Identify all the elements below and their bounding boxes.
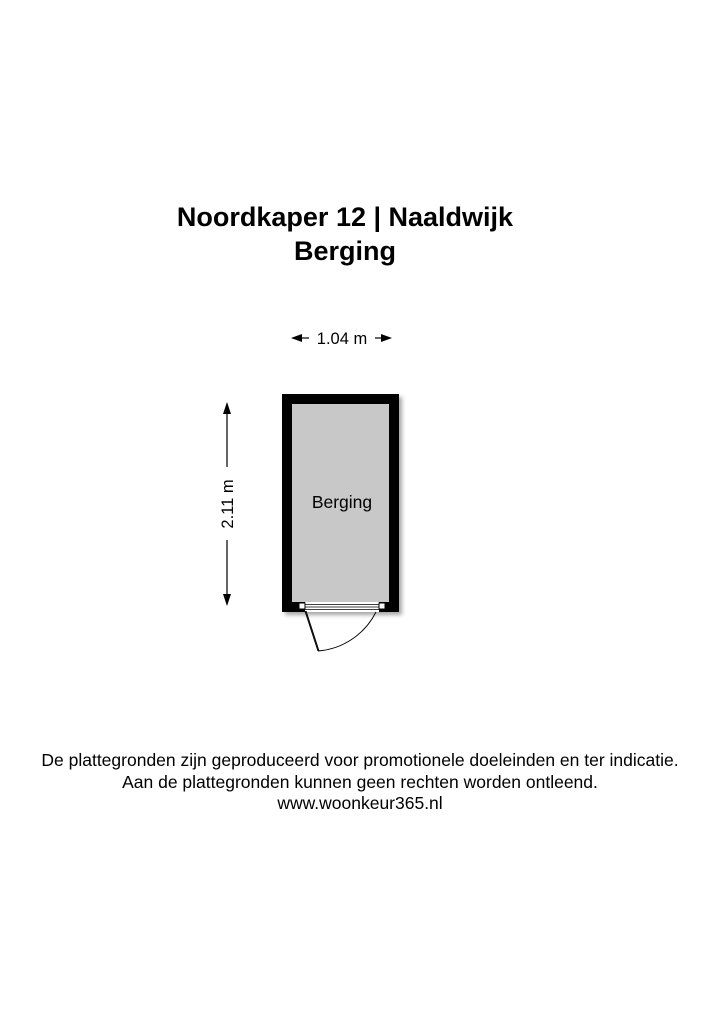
width-dimension <box>291 330 392 348</box>
disclaimer-line-2: Aan de plattegronden kunnen geen rechten worden ontleend. <box>122 772 598 792</box>
door-swing <box>305 611 376 651</box>
page-title: Noordkaper 12 | Naaldwijk <box>176 202 514 232</box>
height-label: 2.11 m <box>219 479 237 529</box>
website-link[interactable]: www.woonkeur365.nl <box>277 793 443 813</box>
page-subtitle: Berging <box>293 236 396 266</box>
height-dimension <box>219 402 237 606</box>
room-label: Berging <box>311 492 373 512</box>
width-label: 1.04 m <box>316 330 368 348</box>
room-berging <box>282 394 402 651</box>
disclaimer-line-1: De plattegronden zijn geproduceerd voor promotionele doeleinden en ter indicatie. <box>41 750 679 770</box>
